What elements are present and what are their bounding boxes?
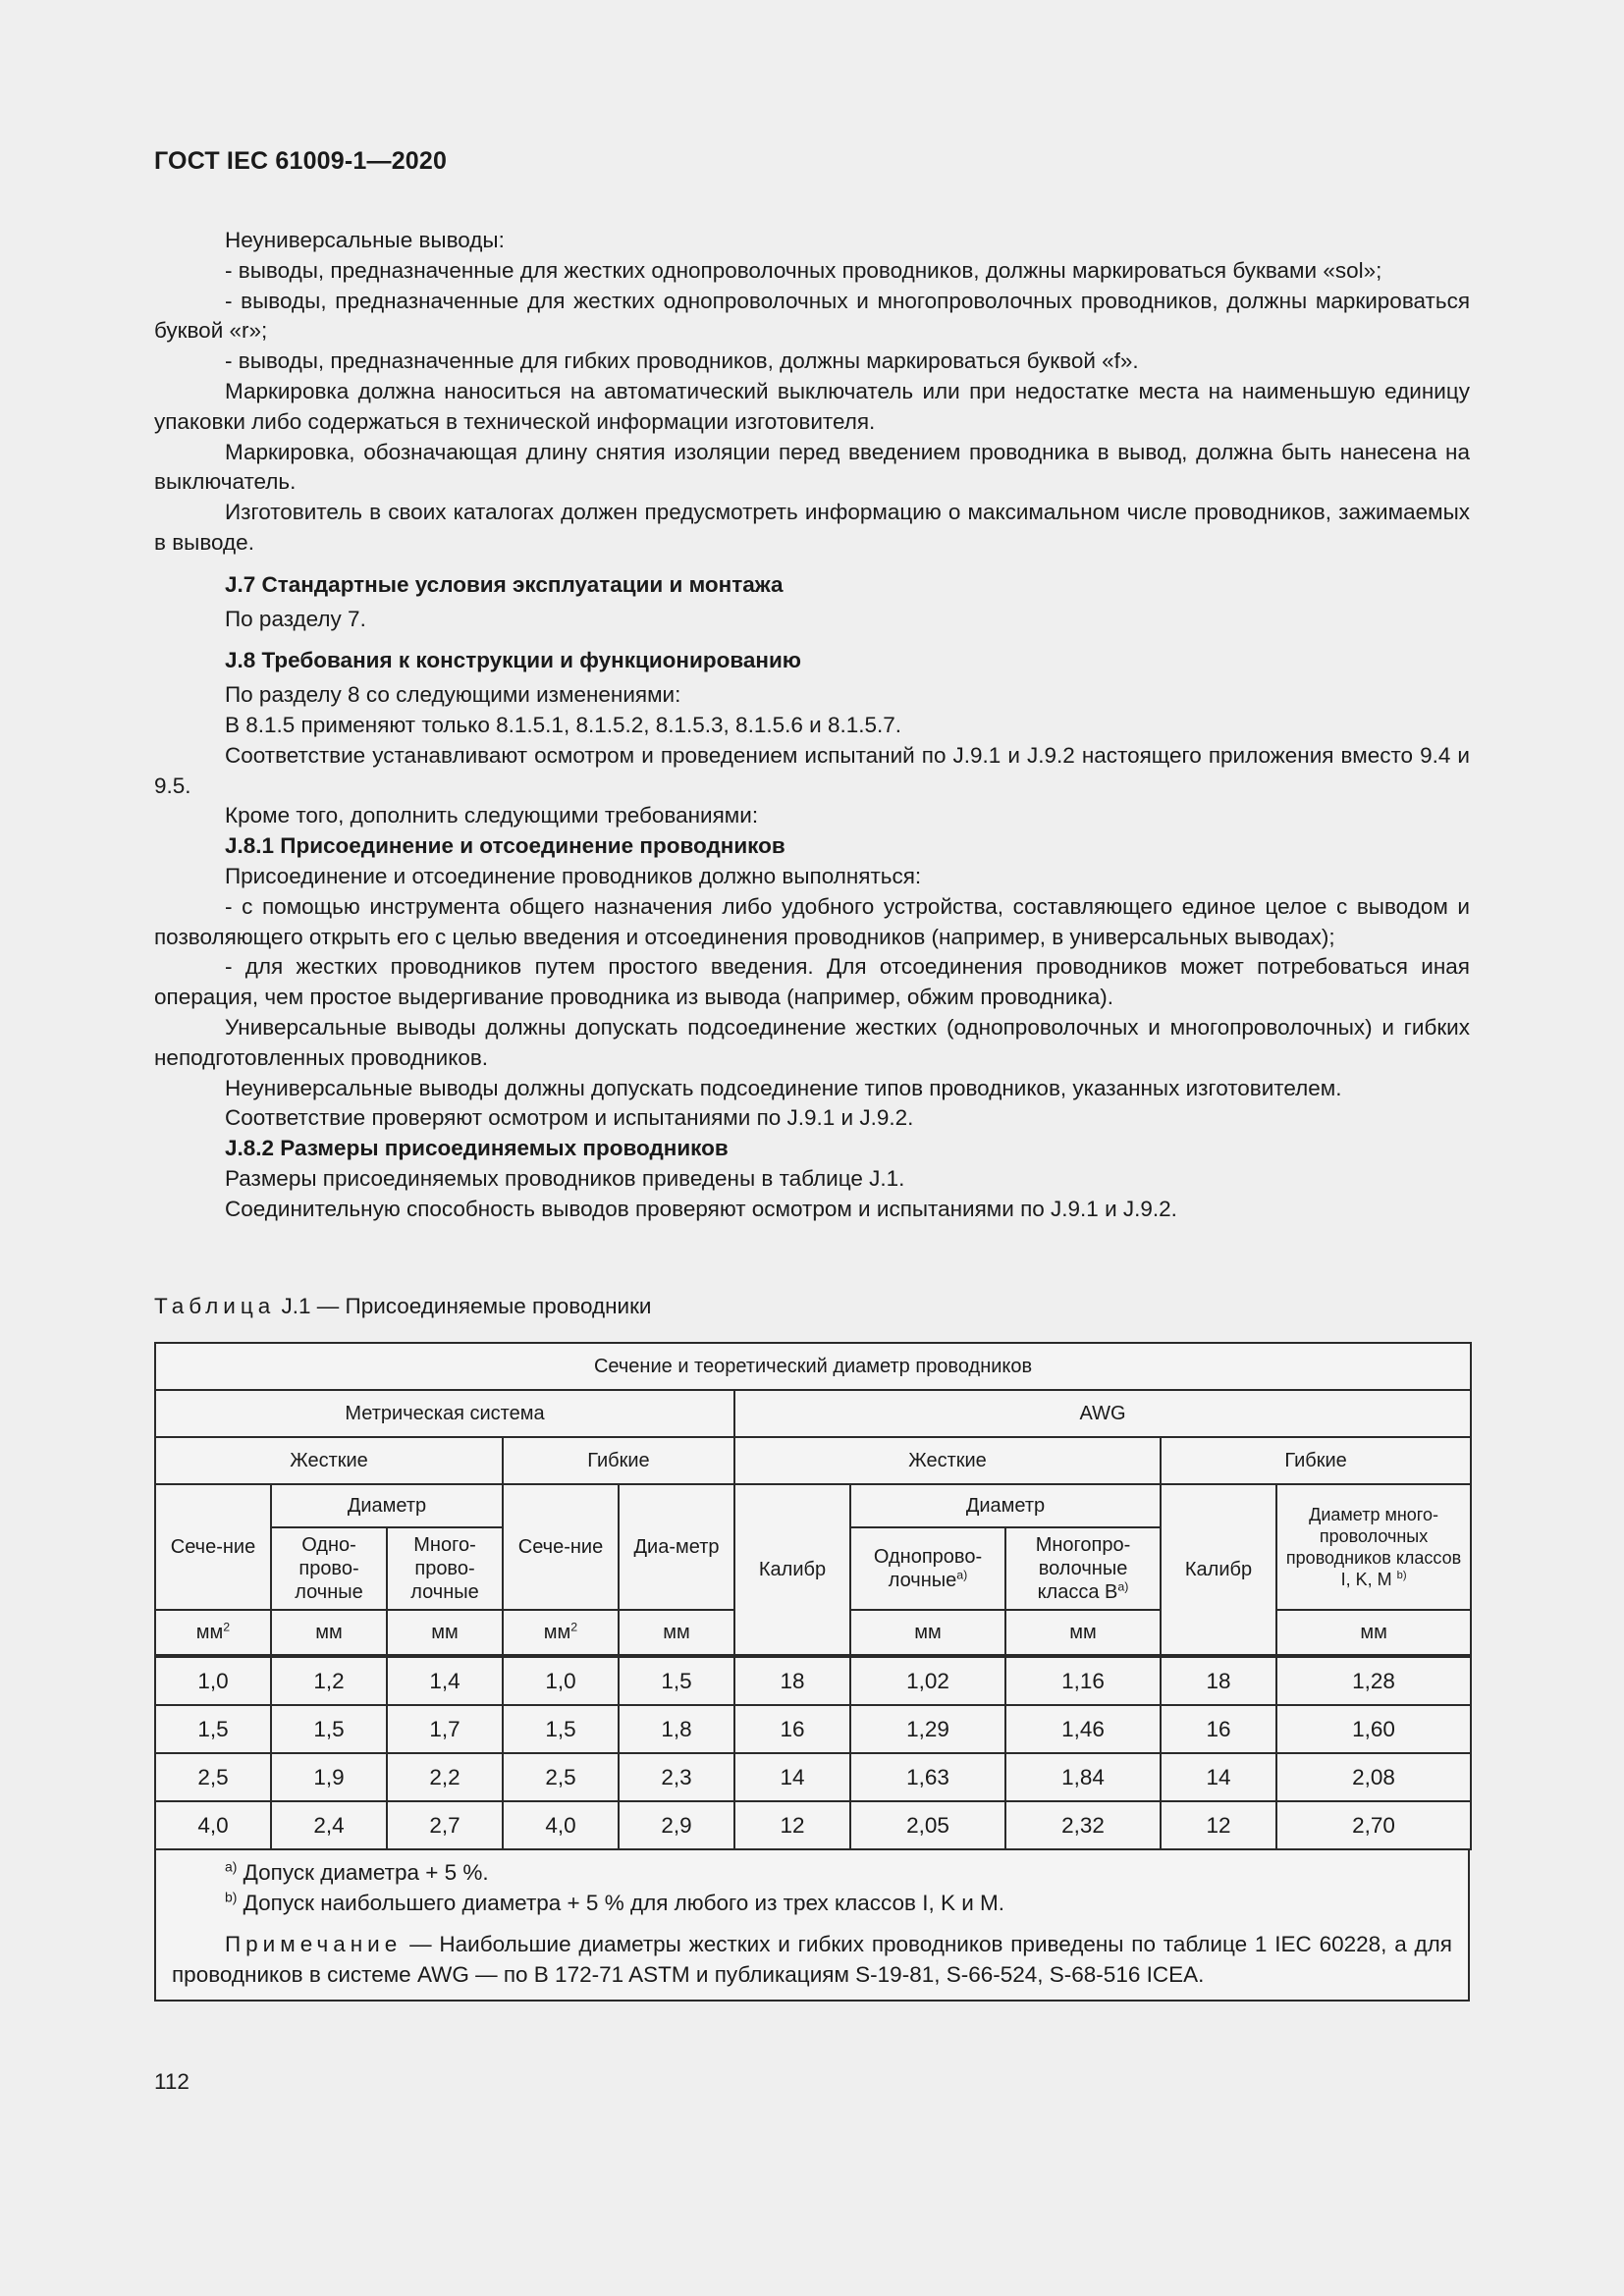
header-multi-wire-awg-text: Многопро-волочные класса B [1035,1534,1131,1603]
table-cell: 14 [1161,1753,1276,1801]
page-number: 112 [154,2069,189,2094]
table-note-label: Примечание [225,1932,403,1956]
table-caption-title: J.1 — Присоединяемые проводники [281,1294,652,1318]
conductor-table-block [154,1342,1470,2002]
header-single-wire-awg-sup: a) [956,1568,968,1582]
header-single-wire-awg-text: Однопрово-лочные [873,1546,983,1591]
section-heading: J.8.2 Размеры присоединяемых проводников [225,1136,729,1161]
table-cell: 1,0 [155,1656,271,1705]
table-caption [154,1294,652,1319]
table-cell: 2,4 [271,1801,387,1849]
header-section-flex: Сече-ние [503,1484,619,1610]
paragraph: По разделу 8 со следующими изменениями: [225,682,681,708]
paragraph: - для жестких проводников путем простого введения. Для отсоединения проводников может потребоваться иная операция, чем простое выдергивание проводника из вывода (например, обжим проводника). [154,954,1470,1010]
unit-mm2-sup: 2 [570,1620,578,1634]
paragraph: В 8.1.5 применяют только 8.1.5.1, 8.1.5.2, 8.1.5.3, 8.1.5.6 и 8.1.5.7. [225,712,901,737]
table-cell: 1,5 [155,1705,271,1753]
table-cell: 4,0 [503,1801,619,1849]
conductor-table [154,1342,1472,1850]
table-cell: 18 [1161,1656,1276,1705]
header-section-rigid: Сече-ние [155,1484,271,1610]
table-cell: 2,2 [387,1753,503,1801]
table-cell: 2,32 [1005,1801,1161,1849]
unit-mm: мм [850,1610,1005,1656]
table-caption-label: Таблица [154,1294,276,1318]
header-rigid-awg: Жесткие [734,1437,1161,1484]
table-notes [154,1850,1470,2002]
header-diameter-awg: Диаметр [850,1484,1161,1527]
header-top: Сечение и теоретический диаметр проводников [155,1343,1471,1390]
paragraph: Изготовитель в своих каталогах должен предусмотреть информацию о максимальном числе проводников, зажимаемых в выводе. [154,500,1470,555]
paragraph: Кроме того, дополнить следующими требованиями: [225,803,759,828]
paragraph: - с помощью инструмента общего назначения либо удобного устройства, составляющего единое целое с выводом и позволяющего открыть его с целью введения и отсоединения проводников (например, в универсальных выводах); [154,893,1470,949]
table-cell: 12 [1161,1801,1276,1849]
table-cell: 2,7 [387,1801,503,1849]
table-cell: 2,9 [619,1801,734,1849]
table-cell: 1,29 [850,1705,1005,1753]
paragraph: Маркировка, обозначающая длину снятия изоляции перед введением проводника в вывод, должна быть нанесена на выключатель. [154,439,1470,495]
table-cell: 16 [734,1705,850,1753]
table-cell: 1,46 [1005,1705,1161,1753]
header-flex-awg: Гибкие [1161,1437,1471,1484]
table-cell: 1,84 [1005,1753,1161,1801]
unit-mm: мм [271,1610,387,1656]
table-note-text: — Наибольшие диаметры жестких и гибких проводников приведены по таблице 1 IEC 60228, а для проводников в системе AWG — по B 172-71 ASTM и публикациям S-19-81, S-66-524, S-68-516 ICEA. [172,1932,1452,1987]
table-cell: 1,8 [619,1705,734,1753]
header-flex-metric: Гибкие [503,1437,734,1484]
table-cell: 1,02 [850,1656,1005,1705]
header-multi-wire: Много-прово-лочные [387,1527,503,1610]
table-cell: 2,08 [1276,1753,1471,1801]
header-gauge-rigid: Калибр [734,1484,850,1656]
table-row [155,1656,1471,1705]
paragraph: По разделу 7. [225,606,366,631]
header-metric: Метрическая система [155,1390,734,1437]
table-note [156,1918,1468,1990]
paragraph: - выводы, предназначенные для жестких однопроволочных проводников, должны маркироваться буквами «sol»; [225,257,1382,283]
paragraph: Присоединение и отсоединение проводников должно выполняться: [225,863,922,888]
table-cell: 1,5 [271,1705,387,1753]
table-cell: 1,2 [271,1656,387,1705]
table-cell: 1,16 [1005,1656,1161,1705]
table-cell: 2,3 [619,1753,734,1801]
table-cell: 4,0 [155,1801,271,1849]
header-diameter-rigid: Диаметр [271,1484,503,1527]
paragraph: Универсальные выводы должны допускать подсоединение жестких (однопроволочных и многопроволочных) и гибких неподготовленных проводников. [154,1014,1470,1070]
section-heading: J.8 Требования к конструкции и функционированию [225,648,802,673]
header-awg: AWG [734,1390,1471,1437]
header-gauge-flex: Калибр [1161,1484,1276,1656]
table-cell: 1,60 [1276,1705,1471,1753]
paragraph: Неуниверсальные выводы должны допускать подсоединение типов проводников, указанных изготовителем. [225,1075,1342,1100]
paragraph: Соответствие устанавливают осмотром и проведением испытаний по J.9.1 и J.9.2 настоящего приложения вместо 9.4 и 9.5. [154,742,1470,798]
unit-mm2-sup: 2 [223,1620,231,1634]
footnote-a-text: Допуск диаметра + 5 %. [243,1860,489,1885]
section-heading: J.8.1 Присоединение и отсоединение проводников [225,833,785,859]
unit-mm2 [155,1610,271,1656]
table-cell: 18 [734,1656,850,1705]
unit-mm2-text: мм [543,1622,571,1643]
table-cell: 1,63 [850,1753,1005,1801]
unit-mm: мм [1276,1610,1471,1656]
table-cell: 2,5 [503,1753,619,1801]
section-heading: J.7 Стандартные условия эксплуатации и монтажа [225,571,784,597]
header-rigid-metric: Жесткие [155,1437,503,1484]
header-single-wire-awg [850,1527,1005,1610]
table-cell: 2,70 [1276,1801,1471,1849]
header-diameter-flex: Диа-метр [619,1484,734,1610]
unit-mm: мм [1005,1610,1161,1656]
header-multi-diameter-sup: b) [1396,1570,1407,1581]
paragraph: - выводы, предназначенные для гибких проводников, должны маркироваться буквой «f». [225,348,1139,374]
table-cell: 2,05 [850,1801,1005,1849]
table-row [155,1705,1471,1753]
unit-mm: мм [619,1610,734,1656]
footnote-a-mark: a) [225,1858,238,1875]
header-multi-wire-awg-sup: a) [1117,1579,1129,1594]
table-cell: 12 [734,1801,850,1849]
table-cell: 1,5 [619,1656,734,1705]
table-cell: 1,7 [387,1705,503,1753]
unit-mm: мм [387,1610,503,1656]
document-header: ГОСТ IEC 61009-1—2020 [154,147,448,175]
footnote-b-text: Допуск наибольшего диаметра + 5 % для любого из трех классов I, K и M. [243,1890,1005,1915]
footnote-a [156,1858,1468,1889]
header-single-wire: Одно-прово-лочные [271,1527,387,1610]
paragraph: Маркировка должна наноситься на автоматический выключатель или при недостатке места на наименьшую единицу упаковки либо содержаться в технической информации изготовителя. [154,378,1470,434]
table-cell: 16 [1161,1705,1276,1753]
paragraph: - выводы, предназначенные для жестких однопроволочных и многопроволочных проводников, должны маркироваться буквой «r»; [154,288,1470,344]
paragraph: Размеры присоединяемых проводников приведены в таблице J.1. [225,1165,905,1191]
table-cell: 1,28 [1276,1656,1471,1705]
table-cell: 14 [734,1753,850,1801]
table-cell: 1,5 [503,1705,619,1753]
paragraph: Соответствие проверяют осмотром и испытаниями по J.9.1 и J.9.2. [225,1105,914,1131]
body-text [154,226,1470,1225]
table-cell: 1,0 [503,1656,619,1705]
table-cell: 2,5 [155,1753,271,1801]
table-cell: 1,4 [387,1656,503,1705]
footnote-b [156,1889,1468,1919]
table-row [155,1801,1471,1849]
footnote-b-mark: b) [225,1889,238,1904]
unit-mm2 [503,1610,619,1656]
table-cell: 1,9 [271,1753,387,1801]
table-body [155,1656,1471,1849]
paragraph: Соединительную способность выводов проверяют осмотром и испытаниями по J.9.1 и J.9.2. [225,1196,1177,1221]
header-multi-diameter-text: Диаметр много-проволочных проводников классов I, K, M [1285,1505,1462,1589]
unit-mm2-text: мм [195,1622,224,1643]
table-row [155,1753,1471,1801]
header-multi-diameter [1276,1484,1471,1610]
paragraph: Неуниверсальные выводы: [225,228,505,252]
header-multi-wire-awg [1005,1527,1161,1610]
